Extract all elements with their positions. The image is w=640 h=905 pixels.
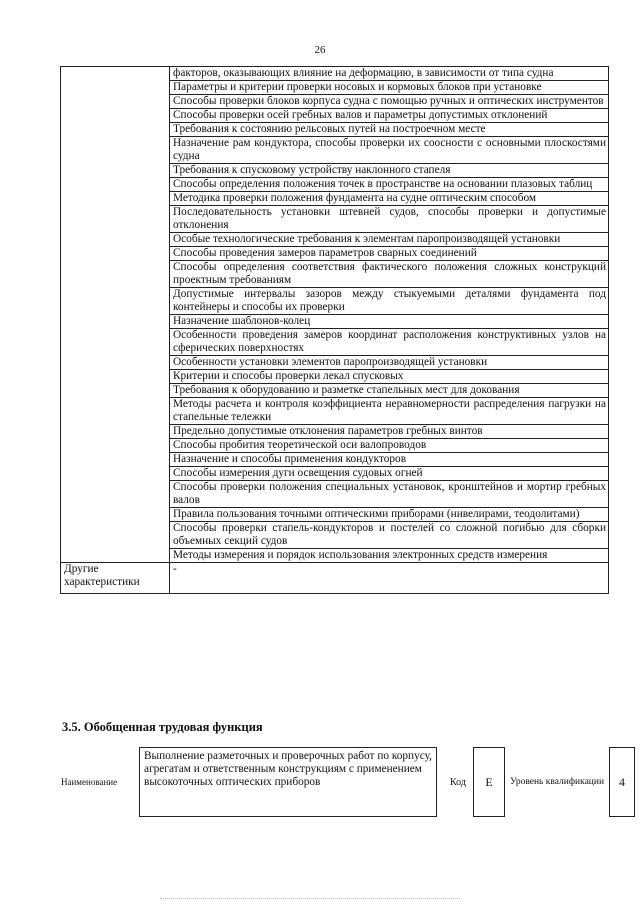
knowledge-item: Способы пробития теоретической оси валопроводов	[170, 439, 609, 453]
knowledge-item: Способы проведения замеров параметров сварных соединений	[170, 247, 609, 261]
knowledge-item: Назначение рам кондуктора, способы проверки их соосности с основными плоскостями судна	[170, 137, 609, 164]
other-characteristics-row	[61, 563, 609, 594]
knowledge-item: Особенности проведения замеров координат расположения конструктивных узлов на сферических поверхностях	[170, 329, 609, 356]
knowledge-item: факторов, оказывающих влияние на деформацию, в зависимости от типа судна	[170, 67, 609, 81]
section-title: 3.5. Обобщенная трудовая функция	[62, 720, 263, 734]
knowledge-item: Предельно допустимые отклонения параметров гребных винтов	[170, 425, 609, 439]
knowledge-item: Назначение шаблонов-колец	[170, 315, 609, 329]
code-label: Код	[450, 776, 466, 788]
knowledge-item: Особые технологические требования к элементам паропроизводящей установки	[170, 233, 609, 247]
knowledge-item: Параметры и критерии проверки носовых и кормовых блоков при установке	[170, 81, 609, 95]
code-value: E	[473, 747, 505, 817]
table-row-first	[61, 67, 609, 81]
knowledge-table-body	[61, 67, 609, 594]
knowledge-item: Способы проверки блоков корпуса судна с помощью ручных и оптических инструментов	[170, 95, 609, 109]
knowledge-item: Допустимые интервалы зазоров между стыкуемыми деталями фундамента под контейнеры и способы их проверки	[170, 288, 609, 315]
qualification-level-label: Уровень квалификации	[509, 777, 605, 787]
knowledge-item: Требования к оборудованию и разметке стапельных мест для докования	[170, 384, 609, 398]
page-number: 26	[314, 44, 326, 56]
knowledge-item: Способы проверки стапель-кондукторов и постелей со сложной погибью для сборки объемных секций судов	[170, 522, 609, 549]
knowledge-item: Методы расчета и контроля коэффициента неравномерности распределения пагрузки на стапельные тележки	[170, 398, 609, 425]
knowledge-item: Методика проверки положения фундамента на судне оптическим способом	[170, 192, 609, 206]
function-name-value: Выполнение разметочных и проверочных работ по корпусу, агрегатам и ответственным конструкциям с применением высокоточных оптических приборов	[139, 747, 437, 817]
knowledge-item: Способы проверки положения специальных установок, кронштейнов и мортир гребных валов	[170, 481, 609, 508]
knowledge-item: Особенности установки элементов паропроизводящей установки	[170, 356, 609, 370]
knowledge-item: Требования к спусковому устройству наклонного стапеля	[170, 164, 609, 178]
other-characteristics-label: Другие характеристики	[61, 563, 170, 594]
scan-edge-divider	[160, 898, 460, 899]
knowledge-item: Назначение и способы применения кондукторов	[170, 453, 609, 467]
name-label: Наименование	[61, 777, 118, 787]
knowledge-item: Последовательность установки штевней судов, способы проверки и допустимые отклонения	[170, 206, 609, 233]
knowledge-item: Способы проверки осей гребных валов и параметры допустимых отклонений	[170, 109, 609, 123]
knowledge-table	[60, 66, 609, 594]
other-characteristics-value: -	[170, 563, 609, 594]
knowledge-item: Способы измерения дуги освещения судовых огней	[170, 467, 609, 481]
knowledge-item: Методы измерения и порядок использования электронных средств измерения	[170, 549, 609, 563]
knowledge-item: Способы определения положения точек в пространстве на основании плазовых таблиц	[170, 178, 609, 192]
qualification-level-value: 4	[609, 747, 635, 817]
knowledge-item: Критерии и способы проверки лекал спусковых	[170, 370, 609, 384]
knowledge-label-cell	[61, 67, 170, 563]
knowledge-item: Правила пользования точными оптическими приборами (нивелирами, теодолитами)	[170, 508, 609, 522]
generalized-function-table	[61, 747, 635, 817]
knowledge-item: Способы определения соответствия фактического положения сложных конструкций проектным требованиям	[170, 261, 609, 288]
knowledge-item: Требования к состоянию рельсовых путей на построечном месте	[170, 123, 609, 137]
